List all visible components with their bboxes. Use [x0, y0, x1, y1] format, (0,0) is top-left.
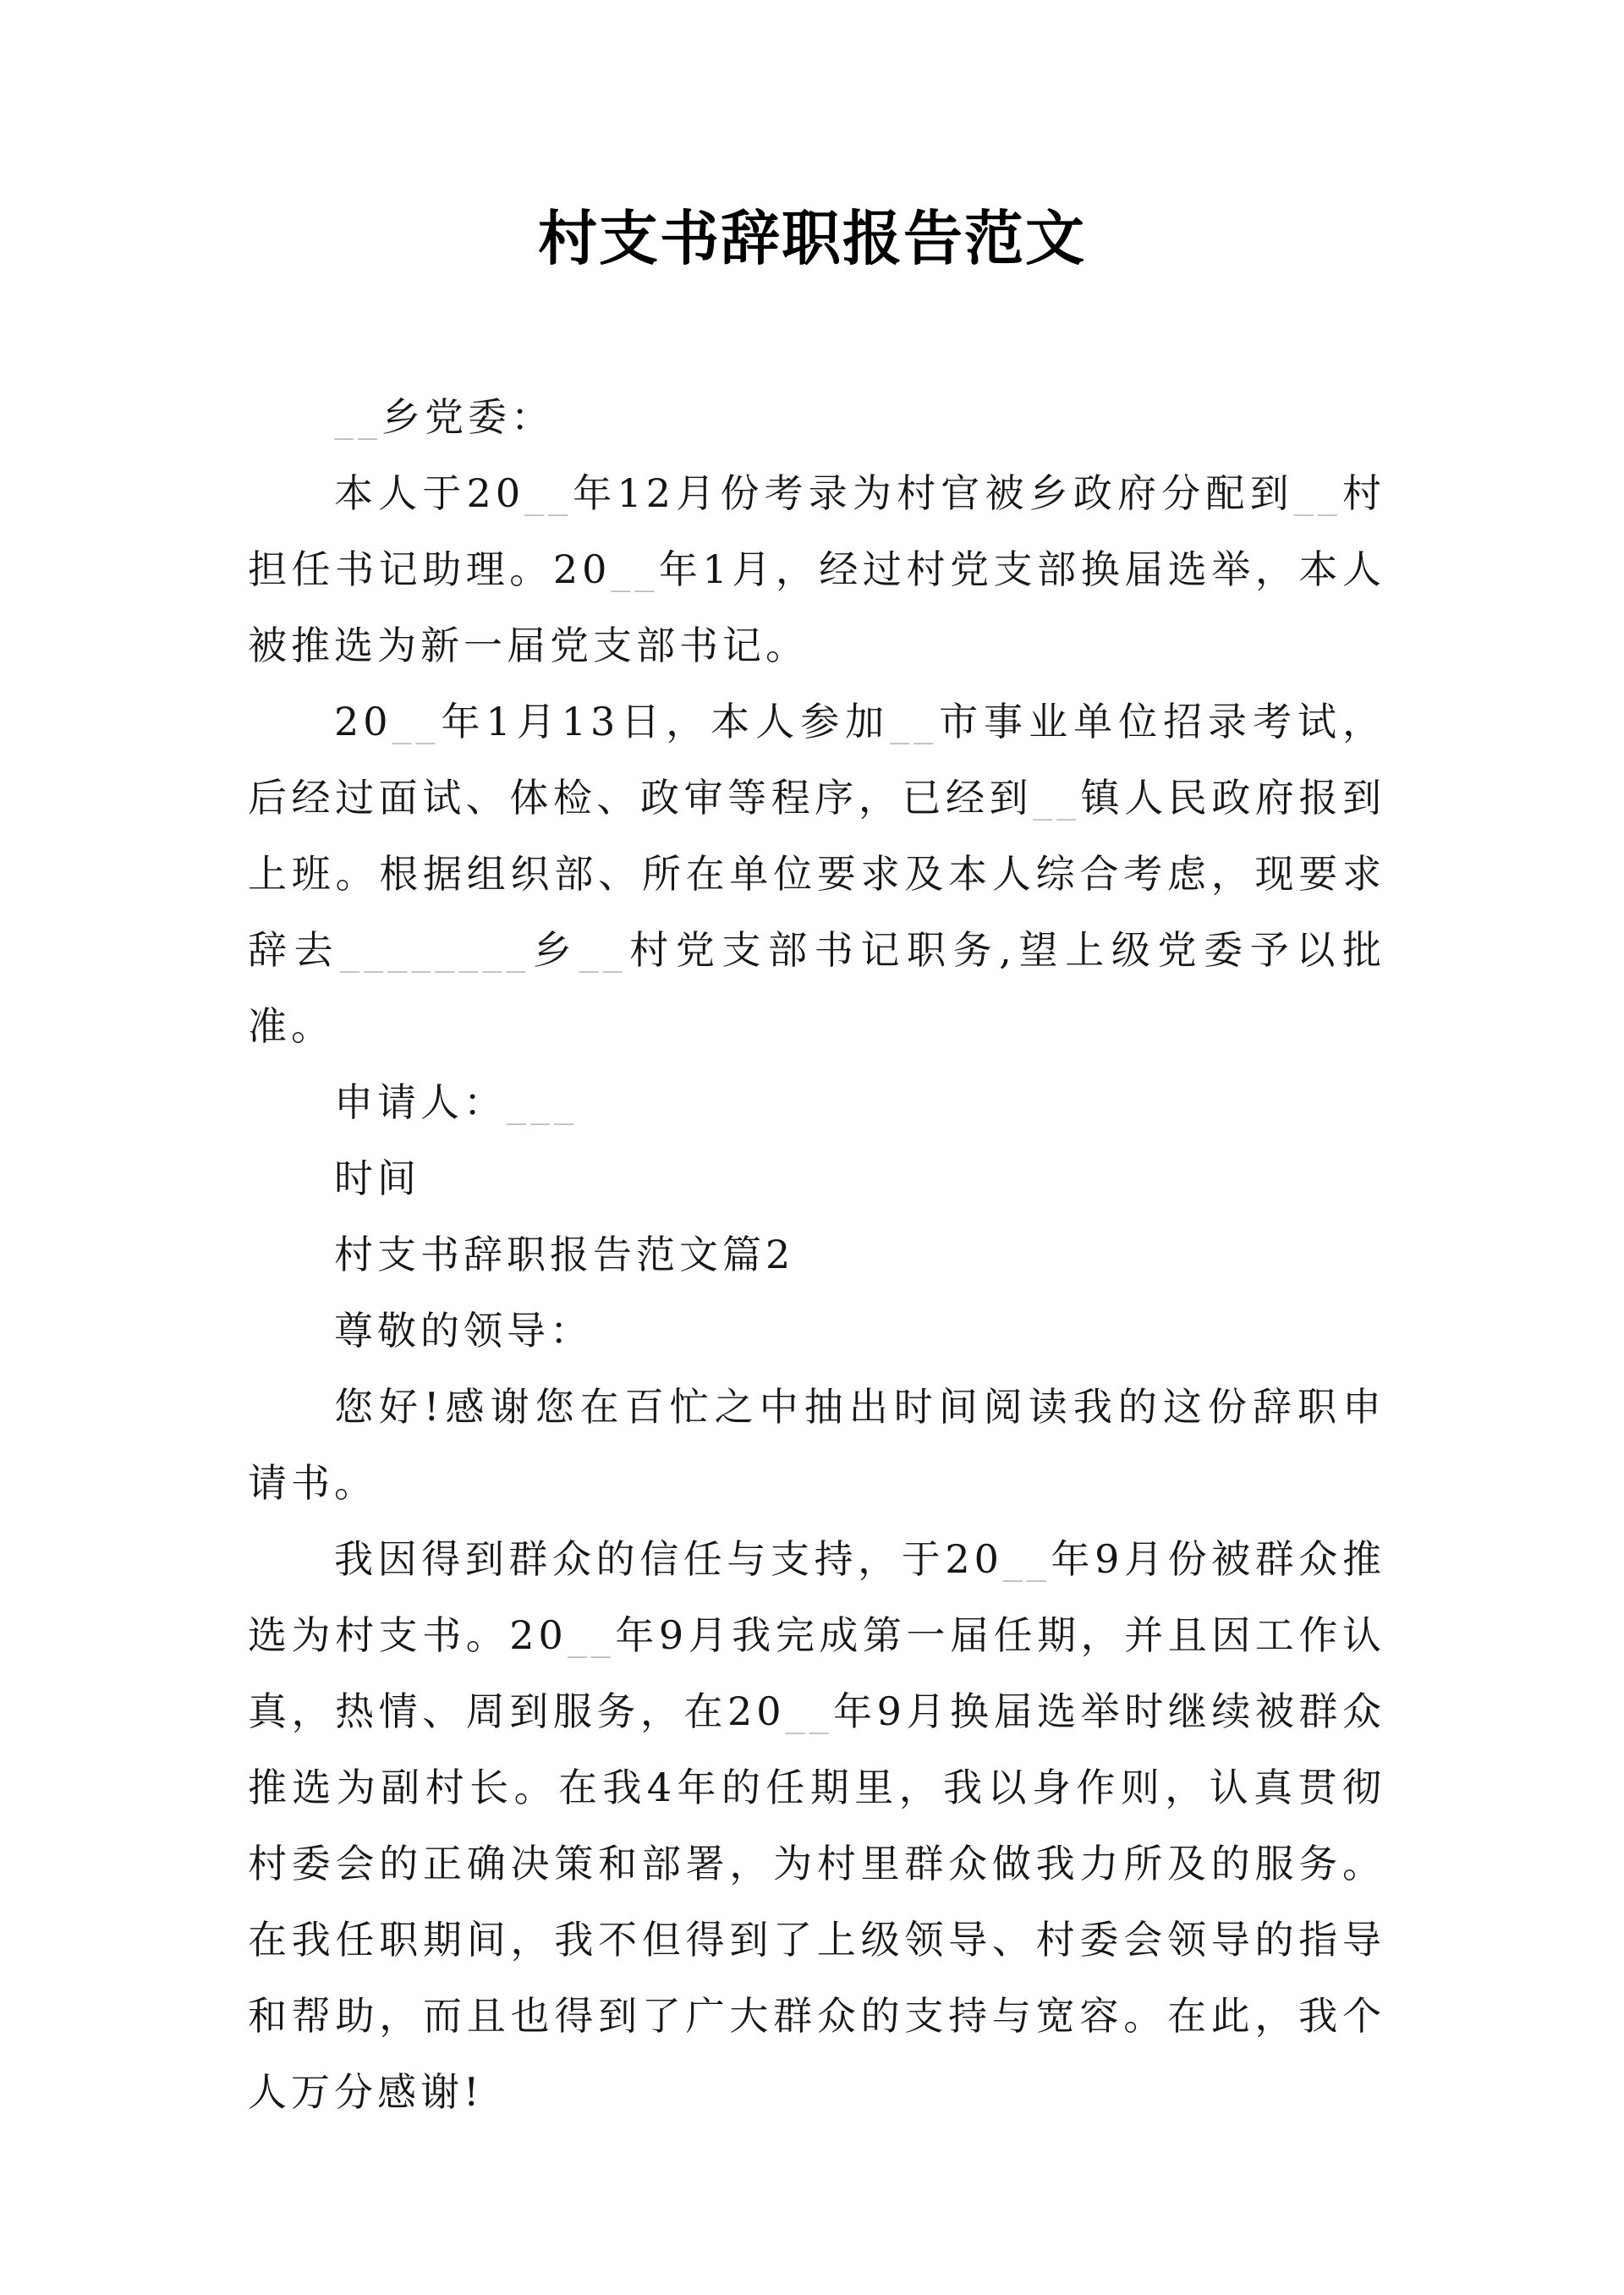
applicant-line: 申请人：___ [334, 1079, 578, 1125]
document-title: 村支书辞职报告范文 [538, 203, 1086, 273]
salutation-paragraph: __乡党委： [334, 394, 554, 440]
fill-in-blank: __ [524, 470, 573, 516]
body-paragraph: 我因得到群众的信任与支持，于20__年9月份被群众推选为村支书。20__年9月我完成第一届任期，并且因工作认真，热情、周到服务，在20__年9月换届选举时继续被群众推选为副村长。在我4年的任期里，我以身作则，认真贯彻村委会的正确决策和部署，为村里群众做我力所及的服务。在我任职期间，我不但得到了上级领导、村委会领导的指导和帮助，而且也得到了广大群众的支持与宽容。在此，我个人万分感谢! [248, 1536, 1385, 2115]
body-paragraph: 本人于20__年12月份考录为村官被乡政府分配到__村担任书记助理。20__年1月，经过村党支部换届选举，本人被推选为新一届党支部书记。 [248, 470, 1385, 668]
fill-in-blank: __ [567, 1612, 615, 1658]
fill-in-blank: ___ [507, 1079, 578, 1125]
fill-in-blank: __ [1002, 1536, 1051, 1582]
fill-in-blank: __ [611, 546, 659, 592]
fill-in-blank: __ [334, 394, 381, 440]
fill-in-blank: ________ [340, 927, 530, 973]
fill-in-blank: __ [1033, 775, 1081, 821]
fill-in-blank: __ [579, 927, 627, 973]
fill-in-blank: __ [1293, 470, 1341, 516]
document-body [248, 379, 1385, 2130]
fill-in-blank: __ [392, 699, 440, 744]
section-heading: 村支书辞职报告范文篇2 [334, 1232, 795, 1277]
salutation-paragraph: 尊敬的领导： [334, 1308, 593, 1353]
fill-in-blank: __ [890, 699, 938, 744]
fill-in-blank: __ [785, 1688, 833, 1734]
body-paragraph: 您好!感谢您在百忙之中抽出时间阅读我的这份辞职申请书。 [248, 1384, 1385, 1506]
body-paragraph: 20__年1月13日，本人参加__市事业单位招录考试，后经过面试、体检、政审等程序，已经到__镇人民政府报到上班。根据组织部、所在单位要求及本人综合考虑，现要求辞去________乡__村党支部书记职务,望上级党委予以批准。 [248, 699, 1386, 1049]
date-line: 时间 [334, 1156, 420, 1201]
